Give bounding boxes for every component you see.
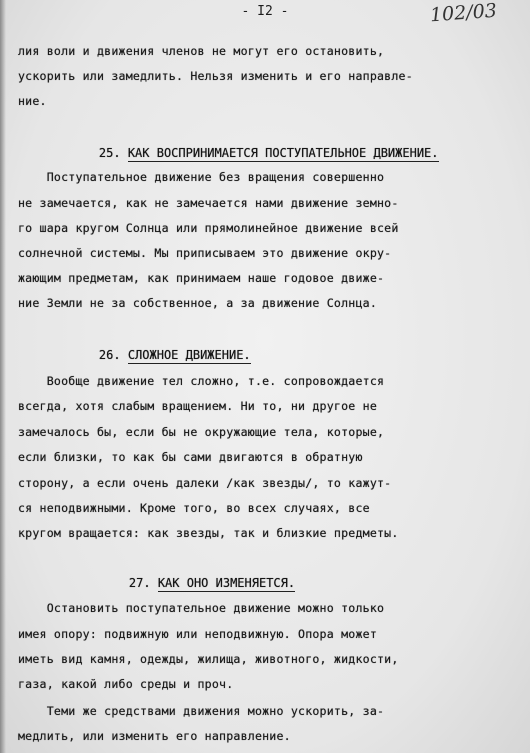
text-line: сторону, а если очень далеки /как звезды/, то кажут- (18, 476, 392, 490)
text-line: всегда, хотя слабым вращением. Ни то, ни другое не (18, 399, 378, 413)
text-line: медлить, или изменить его направление. (18, 729, 291, 743)
section-number: 27. (128, 576, 151, 590)
page-number: - I2 - (241, 4, 289, 19)
section-title: КАК ОНО ИЗМЕНЯЕТСЯ. (157, 576, 296, 590)
text-line: иметь вид камня, одежды, жилища, животного, жидкости, (18, 652, 399, 666)
text-line: Поступательное движение без вращения совершенно (18, 170, 385, 184)
text-line: газа, какой либо среды и проч. (18, 677, 234, 691)
text-line: Теми же средствами движения можно ускорить, за- (18, 704, 385, 718)
section-heading-25 (70, 132, 439, 174)
scan-edge-shadow (0, 0, 6, 753)
text-line: солнечной системы. Мы приписываем это движение окру- (18, 246, 392, 260)
text-line: го шара кругом Солнца или прямолинейное движение всей (18, 221, 399, 235)
section-title: КАК ВОСПРИНИМАЕТСЯ ПОСТУПАТЕЛЬНОЕ ДВИЖЕНИЕ. (127, 146, 439, 160)
text-line: Остановить поступательное движение можно только (18, 601, 385, 615)
section-heading-26 (70, 334, 251, 376)
text-line: Вообще движение тел сложно, т.е. сопровождается (18, 374, 385, 388)
text-line: жающим предметам, как принимаем наше годовое движе- (18, 271, 385, 285)
text-line: ся неподвижными. Кроме того, во всех случаях, все (18, 501, 370, 515)
text-line: кругом вращается: как звезды, так и близкие предметы. (18, 526, 399, 540)
text-line: лия воли и движения членов не могут его остановить, (18, 44, 392, 58)
section-title: СЛОЖНОЕ ДВИЖЕНИЕ. (127, 348, 251, 362)
text-line: замечалось бы, если бы не окружающие тела, которые, (18, 425, 385, 439)
section-number: 25. (98, 146, 121, 160)
section-number: 26. (98, 348, 121, 362)
text-line: ние Земли не за собственное, а за движение Солнца. (18, 296, 378, 310)
text-line: если близки, то как бы сами двигаются в обратную (18, 450, 363, 464)
handwritten-archive-number: 102/03 (429, 0, 498, 27)
text-line: имея опору: подвижную или неподвижную. Опора может (18, 627, 378, 641)
text-line: ние. (18, 94, 47, 108)
section-heading-27 (100, 562, 295, 604)
text-line: ускорить или замедлить. Нельзя изменить и его направле- (18, 69, 413, 83)
text-line: не замечается, как не замечается нами движение земно- (18, 196, 399, 210)
